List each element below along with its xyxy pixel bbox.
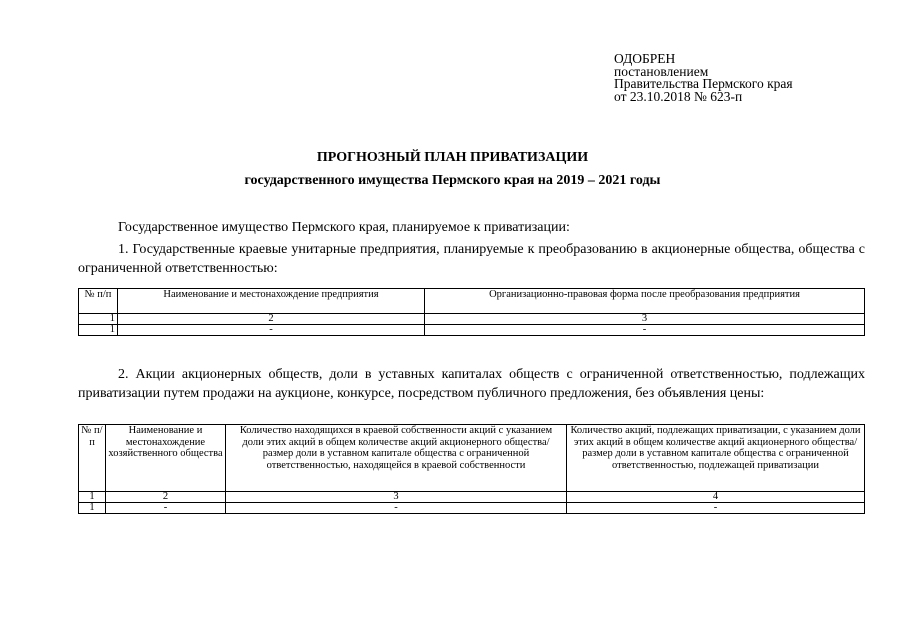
column-header: Наименование и местонахождение хозяйственного общества	[106, 425, 226, 492]
table-number-row	[79, 314, 865, 325]
column-header: № п/п	[79, 425, 106, 492]
table-number-row	[79, 492, 865, 503]
intro-text: Государственное имущество Пермского края, планируемое к приватизации:	[118, 220, 570, 235]
column-header: Количество акций, подлежащих приватизации, с указанием доли этих акций в общем количестве акций акционерного общества/размер доли в уставном капитале общества с ограниченной ответственностью, подлежащей приватизации	[567, 425, 865, 492]
column-header: Количество находящихся в краевой собственности акций с указанием доли этих акций в общем количестве акций акционерного общества/размер доли в уставном капитале общества с ограниченной ответственностью, находящейся в краевой собственности	[226, 425, 567, 492]
column-header: Организационно-правовая форма после преобразования предприятия	[425, 289, 865, 314]
table-cell: 3	[226, 492, 567, 503]
table-cell: -	[567, 503, 865, 514]
approval-line: Правительства Пермского края	[614, 76, 793, 91]
table-cell: -	[226, 503, 567, 514]
approval-line: от 23.10.2018 № 623-п	[614, 88, 743, 104]
table-cell: 3	[425, 314, 865, 325]
table-row	[79, 325, 865, 336]
table-cell: -	[106, 503, 226, 514]
table-cell: -	[425, 325, 865, 336]
table-cell: 2	[106, 492, 226, 503]
section2-text: 2. Акции акционерных обществ, доли в уставных капиталах обществ с ограниченной ответственностью, подлежащих приватизации путем продажи на аукционе, конкурсе, посредством публичного предложения, без объявления цены:	[78, 367, 865, 401]
document-subtitle: государственного имущества Пермского края на 2019 – 2021 годы	[244, 173, 661, 188]
table-cell: 1	[79, 492, 106, 503]
column-header: Наименование и местонахождение предприятия	[118, 289, 425, 314]
approval-stamp	[614, 53, 793, 103]
approval-line: ОДОБРЕН	[614, 51, 676, 66]
table-cell: -	[118, 325, 425, 336]
section1-text: 1. Государственные краевые унитарные предприятия, планируемые к преобразованию в акционерные общества, общества с ограниченной ответственностью:	[78, 242, 865, 276]
table-cell: 1	[79, 325, 118, 336]
table-row	[79, 503, 865, 514]
table-cell: 1	[79, 503, 106, 514]
table-header-row	[79, 289, 865, 314]
document-title: ПРОГНОЗНЫЙ ПЛАН ПРИВАТИЗАЦИИ	[316, 150, 589, 165]
table-cell: 2	[118, 314, 425, 325]
approval-line: постановлением	[614, 63, 709, 79]
enterprises-table	[78, 288, 865, 336]
shares-table	[78, 424, 865, 514]
table-cell: 4	[567, 492, 865, 503]
column-header: № п/п	[79, 289, 118, 314]
table-cell: 1	[79, 314, 118, 325]
table-header-row	[79, 425, 865, 492]
